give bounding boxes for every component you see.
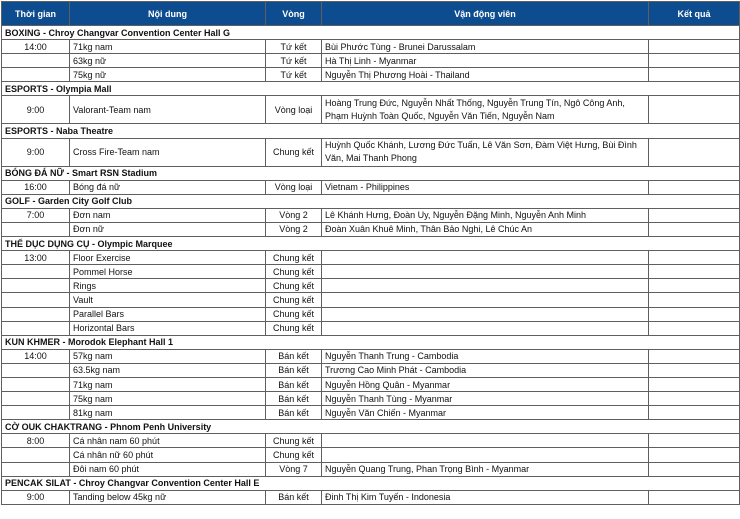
time-cell <box>2 392 70 406</box>
round-cell: Chung kết <box>266 321 322 335</box>
time-cell <box>2 406 70 420</box>
round-cell: Chung kết <box>266 265 322 279</box>
round-cell: Chung kết <box>266 448 322 462</box>
athletes-cell: Đoàn Xuân Khuê Minh, Thân Bảo Nghi, Lê Chúc An <box>322 222 649 236</box>
section-row <box>2 166 740 180</box>
result-cell <box>649 307 740 321</box>
section-row <box>2 476 740 490</box>
round-cell: Vòng loại <box>266 96 322 124</box>
time-cell <box>2 448 70 462</box>
round-cell: Chung kết <box>266 293 322 307</box>
table-row <box>2 363 740 377</box>
event-cell: 75kg nam <box>70 392 266 406</box>
time-cell: 9:00 <box>2 490 70 504</box>
athletes-cell: Hà Thị Linh - Myanmar <box>322 54 649 68</box>
section-title: GOLF - Garden City Golf Club <box>2 194 740 208</box>
athletes-cell: Nguyễn Hồng Quân - Myanmar <box>322 377 649 391</box>
athletes-cell: Nguyễn Thanh Tùng - Myanmar <box>322 392 649 406</box>
result-cell <box>649 462 740 476</box>
table-row <box>2 251 740 265</box>
table-row <box>2 96 740 124</box>
section-row <box>2 420 740 434</box>
athletes-cell <box>322 251 649 265</box>
result-cell <box>649 321 740 335</box>
header-row <box>2 2 740 26</box>
round-cell: Bán kết <box>266 392 322 406</box>
table-row <box>2 208 740 222</box>
table-row <box>2 180 740 194</box>
time-cell <box>2 321 70 335</box>
table-row <box>2 68 740 82</box>
result-cell <box>649 349 740 363</box>
section-row <box>2 335 740 349</box>
athletes-cell: Lê Khánh Hưng, Đoàn Uy, Nguyễn Đặng Minh, Nguyễn Anh Minh <box>322 208 649 222</box>
table-row <box>2 222 740 236</box>
result-cell <box>649 434 740 448</box>
header-event: Nội dung <box>70 2 266 26</box>
time-cell <box>2 462 70 476</box>
time-cell <box>2 279 70 293</box>
round-cell: Tứ kết <box>266 54 322 68</box>
athletes-cell: Nguyễn Thị Phương Hoài - Thailand <box>322 68 649 82</box>
result-cell <box>649 180 740 194</box>
event-cell: 71kg nam <box>70 377 266 391</box>
time-cell <box>2 377 70 391</box>
round-cell: Bán kết <box>266 363 322 377</box>
event-cell: Đôi nam 60 phút <box>70 462 266 476</box>
athletes-cell: Nguyễn Quang Trung, Phan Trọng Bình - Myanmar <box>322 462 649 476</box>
event-cell: Vault <box>70 293 266 307</box>
table-row <box>2 349 740 363</box>
section-title: BÓNG ĐÁ NỮ - Smart RSN Stadium <box>2 166 740 180</box>
event-cell: 57kg nam <box>70 349 266 363</box>
table-row <box>2 307 740 321</box>
event-cell: Bóng đá nữ <box>70 180 266 194</box>
header-result: Kết quả <box>649 2 740 26</box>
event-cell: 63.5kg nam <box>70 363 266 377</box>
time-cell: 9:00 <box>2 138 70 166</box>
event-cell: Cross Fire-Team nam <box>70 138 266 166</box>
result-cell <box>649 208 740 222</box>
round-cell: Vòng 2 <box>266 208 322 222</box>
section-title: KUN KHMER - Morodok Elephant Hall 1 <box>2 335 740 349</box>
event-cell: Cá nhân nam 60 phút <box>70 434 266 448</box>
round-cell: Chung kết <box>266 138 322 166</box>
result-cell <box>649 392 740 406</box>
section-title: THỂ DỤC DỤNG CỤ - Olympic Marquee <box>2 237 740 251</box>
event-cell: Floor Exercise <box>70 251 266 265</box>
section-row <box>2 237 740 251</box>
time-cell <box>2 68 70 82</box>
schedule-table <box>1 1 740 505</box>
section-row <box>2 82 740 96</box>
round-cell: Bán kết <box>266 406 322 420</box>
table-row <box>2 406 740 420</box>
table-row <box>2 293 740 307</box>
athletes-cell: Huỳnh Quốc Khánh, Lương Đức Tuấn, Lê Văn Sơn, Đàm Việt Hưng, Bùi Đình Văn, Mai Thanh Phong <box>322 138 649 166</box>
table-row <box>2 138 740 166</box>
round-cell: Bán kết <box>266 490 322 504</box>
event-cell: Tanding below 45kg nữ <box>70 490 266 504</box>
table-row <box>2 321 740 335</box>
athletes-cell <box>322 321 649 335</box>
table-row <box>2 265 740 279</box>
result-cell <box>649 96 740 124</box>
athletes-cell <box>322 434 649 448</box>
table-row <box>2 279 740 293</box>
result-cell <box>649 222 740 236</box>
time-cell <box>2 293 70 307</box>
result-cell <box>649 265 740 279</box>
athletes-cell: Nguyễn Văn Chiến - Myanmar <box>322 406 649 420</box>
table-row <box>2 448 740 462</box>
athletes-cell: Nguyễn Thanh Trung - Cambodia <box>322 349 649 363</box>
athletes-cell <box>322 448 649 462</box>
event-cell: Đơn nam <box>70 208 266 222</box>
header-time: Thời gian <box>2 2 70 26</box>
event-cell: 81kg nam <box>70 406 266 420</box>
section-row <box>2 194 740 208</box>
result-cell <box>649 279 740 293</box>
athletes-cell <box>322 307 649 321</box>
section-title: CỜ OUK CHAKTRANG - Phnom Penh University <box>2 420 740 434</box>
result-cell <box>649 363 740 377</box>
table-row <box>2 377 740 391</box>
event-cell: 63kg nữ <box>70 54 266 68</box>
time-cell <box>2 307 70 321</box>
time-cell: 7:00 <box>2 208 70 222</box>
section-title: ESPORTS - Naba Theatre <box>2 124 740 138</box>
result-cell <box>649 490 740 504</box>
section-title: PENCAK SILAT - Chroy Changvar Convention Center Hall E <box>2 476 740 490</box>
event-cell: Cá nhân nữ 60 phút <box>70 448 266 462</box>
round-cell: Chung kết <box>266 251 322 265</box>
event-cell: Valorant-Team nam <box>70 96 266 124</box>
event-cell: 75kg nữ <box>70 68 266 82</box>
event-cell: 71kg nam <box>70 40 266 54</box>
athletes-cell <box>322 293 649 307</box>
table-row <box>2 490 740 504</box>
round-cell: Bán kết <box>266 377 322 391</box>
table-row <box>2 392 740 406</box>
time-cell: 14:00 <box>2 40 70 54</box>
result-cell <box>649 448 740 462</box>
event-cell: Parallel Bars <box>70 307 266 321</box>
round-cell: Vòng 2 <box>266 222 322 236</box>
result-cell <box>649 68 740 82</box>
round-cell: Bán kết <box>266 349 322 363</box>
round-cell: Vòng loại <box>266 180 322 194</box>
result-cell <box>649 54 740 68</box>
time-cell: 16:00 <box>2 180 70 194</box>
athletes-cell <box>322 265 649 279</box>
section-title: BOXING - Chroy Changvar Convention Center Hall G <box>2 26 740 40</box>
result-cell <box>649 251 740 265</box>
round-cell: Chung kết <box>266 279 322 293</box>
time-cell <box>2 363 70 377</box>
table-row <box>2 40 740 54</box>
time-cell <box>2 265 70 279</box>
time-cell: 13:00 <box>2 251 70 265</box>
round-cell: Chung kết <box>266 307 322 321</box>
round-cell: Tứ kết <box>266 68 322 82</box>
athletes-cell: Đinh Thị Kim Tuyến - Indonesia <box>322 490 649 504</box>
result-cell <box>649 377 740 391</box>
athletes-cell <box>322 279 649 293</box>
table-row <box>2 462 740 476</box>
athletes-cell: Bùi Phước Tùng - Brunei Darussalam <box>322 40 649 54</box>
time-cell <box>2 222 70 236</box>
section-row <box>2 124 740 138</box>
athletes-cell: Hoàng Trung Đức, Nguyễn Nhất Thống, Nguyễn Trung Tín, Ngô Công Anh, Phạm Huỳnh Toàn Quốc, Nguyễn Văn Tiến, Nguyễn Nam <box>322 96 649 124</box>
athletes-cell: Vietnam - Philippines <box>322 180 649 194</box>
result-cell <box>649 138 740 166</box>
round-cell: Chung kết <box>266 434 322 448</box>
table-row <box>2 54 740 68</box>
header-athletes: Vận động viên <box>322 2 649 26</box>
result-cell <box>649 293 740 307</box>
result-cell <box>649 406 740 420</box>
section-row <box>2 26 740 40</box>
athletes-cell: Trương Cao Minh Phát - Cambodia <box>322 363 649 377</box>
event-cell: Rings <box>70 279 266 293</box>
event-cell: Horizontal Bars <box>70 321 266 335</box>
round-cell: Vòng 7 <box>266 462 322 476</box>
table-row <box>2 434 740 448</box>
section-title: ESPORTS - Olympia Mall <box>2 82 740 96</box>
time-cell: 9:00 <box>2 96 70 124</box>
time-cell: 14:00 <box>2 349 70 363</box>
time-cell: 8:00 <box>2 434 70 448</box>
schedule-body <box>2 26 740 505</box>
time-cell <box>2 54 70 68</box>
event-cell: Pommel Horse <box>70 265 266 279</box>
round-cell: Tứ kết <box>266 40 322 54</box>
result-cell <box>649 40 740 54</box>
header-round: Vòng <box>266 2 322 26</box>
event-cell: Đơn nữ <box>70 222 266 236</box>
